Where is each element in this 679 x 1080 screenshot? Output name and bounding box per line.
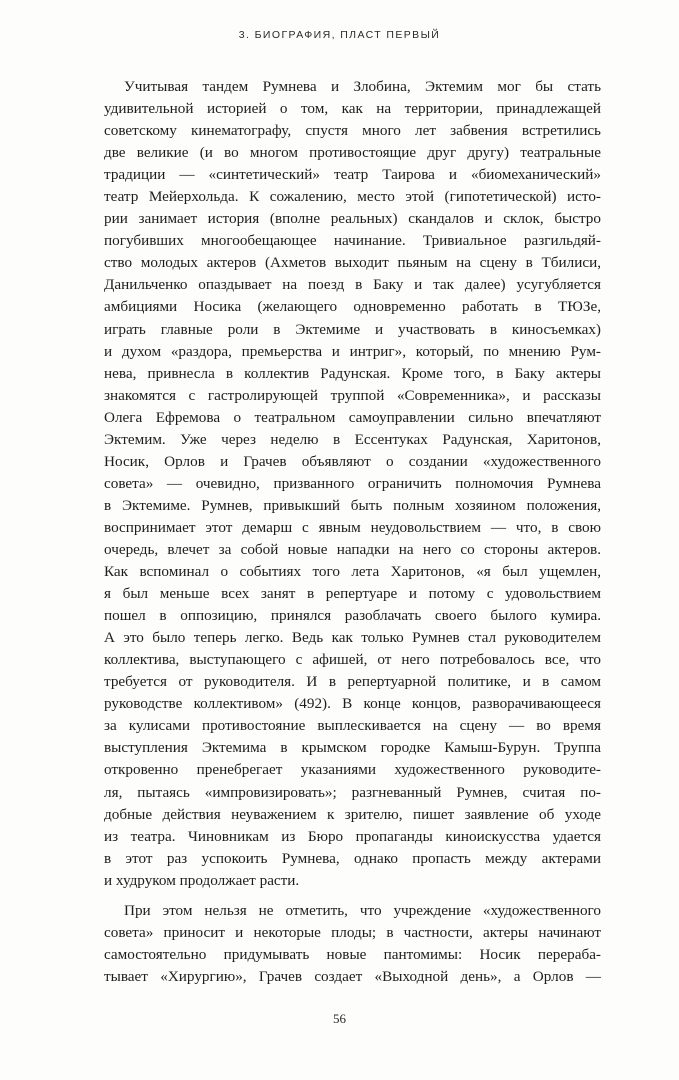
text-line: воспринимает этот демарш с явным неудовольствием — что, в свою	[104, 518, 601, 536]
text-line: и духом «раздора, премьерства и интриг», который, по мнению Рум-	[104, 342, 601, 360]
text-line: нева, привнесла в коллектив Радунская. Кроме того, в Баку актеры	[104, 364, 601, 382]
text-line: театр Мейерхольда. К сожалению, место этой (гипотетической) исто-	[104, 188, 601, 206]
text-line: за кулисами противостояние выплескивается на сцену — во время	[104, 717, 601, 735]
text-line: Учитывая тандем Румнева и Злобина, Эктемим мог бы стать	[124, 78, 601, 95]
running-head: 3. БИОГРАФИЯ, ПЛАСТ ПЕРВЫЙ	[238, 29, 441, 41]
text-line: самостоятельно придумывать новые пантомимы: Носик перераба-	[104, 945, 601, 963]
text-line: совета» приносит и некоторые плоды; в частности, актеры начинают	[104, 923, 601, 941]
body-text	[104, 76, 601, 988]
text-line: При этом нельзя не отметить, что учреждение «художественного	[124, 901, 601, 919]
text-line: добные действия неуважением к зрителю, пишет заявление об уходе	[104, 805, 601, 823]
text-line: удивительной историей о том, как на территории, принадлежащей	[104, 100, 601, 118]
text-line: знакомятся с гастролирующей труппой «Современника», и рассказы	[104, 386, 601, 404]
text-line: погубивших многообещающее начинание. Тривиальное разгильдяй-	[104, 232, 601, 250]
text-line: Данильченко опаздывает на поезд в Баку и так далее) усугубляется	[104, 276, 601, 294]
text-line: откровенно пренебрегает указаниями художественного руководите-	[104, 761, 601, 779]
page-number: 56	[333, 1011, 346, 1026]
text-line: А это было теперь легко. Ведь как только Румнев стал руководителем	[104, 629, 601, 647]
text-line: руководстве коллективом» (492). В конце концов, разворачивающееся	[104, 695, 601, 713]
text-line: совета» — очевидно, призванного ограничить полномочия Румнева	[104, 474, 601, 492]
text-line: в этот раз успокоить Румнева, однако пропасть между актерами	[104, 849, 601, 867]
text-line: очередь, влечет за собой новые нападки на него со стороны актеров.	[104, 540, 601, 558]
text-line: Эктемим. Уже через неделю в Ессентуках Радунская, Харитонов,	[104, 430, 601, 448]
text-line: я был меньше всех занят в репертуаре и потому с удовольствием	[104, 585, 601, 603]
text-line: играть главные роли в Эктемиме и участвовать в киносъемках)	[104, 320, 601, 338]
text-line: амбициями Носика (желающего одновременно работать в ТЮЗе,	[104, 298, 601, 316]
text-line: выступления Эктемима в крымском городке Камыш-Бурун. Труппа	[104, 739, 601, 757]
text-line: в Эктемиме. Румнев, привыкший быть полным хозяином положения,	[104, 496, 601, 514]
text-line: рии занимает история (вполне реальных) скандалов и склок, быстро	[104, 210, 601, 228]
text-line: коллектива, выступающего с афишей, от него потребовалось все, что	[104, 651, 601, 669]
text-line: ство молодых актеров (Ахметов выходит пьяным на сцену в Тбилиси,	[104, 254, 601, 272]
text-line: требуется от руководителя. И в репертуарной политике, и в самом	[104, 673, 601, 691]
text-line: из театра. Чиновникам из Бюро пропаганды киноискусства удается	[104, 827, 601, 845]
text-line: пошел в оппозицию, принялся разоблачать своего былого кумира.	[104, 607, 601, 625]
text-line: Олега Ефремова о театральном самоуправлении сильно впечатляют	[104, 408, 601, 426]
text-line: традиции — «синтетический» театр Таирова и «биомеханический»	[104, 166, 601, 184]
paragraph-gap	[104, 892, 601, 900]
text-line: две великие (и во многом противостоящие друг другу) театральные	[104, 144, 601, 162]
text-line: и худруком продолжает расти.	[104, 871, 300, 889]
text-line: советскому кинематографу, спустя много лет забвения встретились	[104, 122, 601, 140]
text-line: ля, пытаясь «импровизировать»; разгневанный Румнев, считая по-	[104, 783, 601, 801]
text-line: Как вспоминал о событиях того лета Харитонов, «я был ущемлен,	[104, 563, 601, 581]
text-line: тывает «Хирургию», Грачев создает «Выходной день», а Орлов —	[104, 967, 601, 985]
text-line: Носик, Орлов и Грачев объявляют о создании «художественного	[104, 452, 601, 470]
